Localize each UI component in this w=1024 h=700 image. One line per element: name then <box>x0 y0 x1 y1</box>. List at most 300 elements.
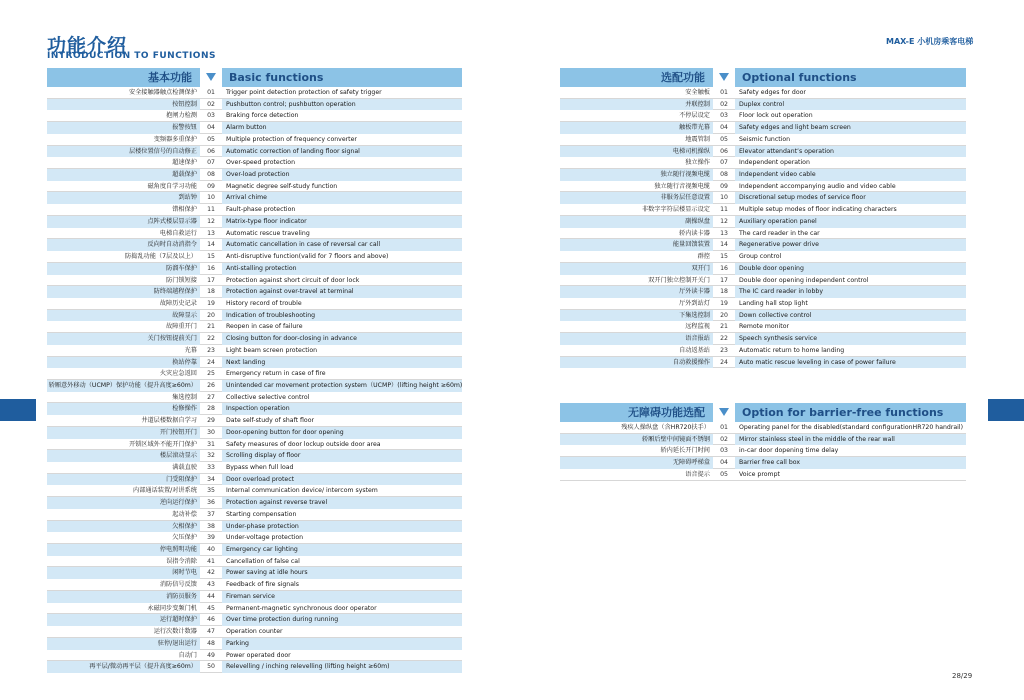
function-number: 21 <box>207 323 215 331</box>
function-name-cn: 故障显示 <box>47 310 200 322</box>
function-name-cn: 起动补偿 <box>172 510 197 518</box>
function-number: 47 <box>207 628 215 636</box>
table-row <box>47 567 462 579</box>
function-name-cn: 非数字字符层楼显示设定 <box>641 206 710 214</box>
function-name-cn: 独立随行音视频电缆 <box>654 182 710 190</box>
function-name-cn: 楼层滚动显示 <box>47 450 200 462</box>
function-name-en: Collective selective control <box>226 393 310 401</box>
table-row <box>560 181 966 193</box>
function-name-cn: 安全接触器触点检测保护 <box>128 89 197 96</box>
function-name-cn: 并联控制 <box>560 99 713 111</box>
function-name-cn: 无障碍呼梯盒 <box>560 457 713 469</box>
function-name-cn: 防溜车保护 <box>47 263 200 275</box>
function-name-en: Discretional setup modes of service floor <box>735 192 966 204</box>
brand-label: MAX-E 小机房乘客电梯 <box>886 37 974 46</box>
table-row <box>47 310 462 322</box>
function-name-cn: 欠压保护 <box>172 534 197 542</box>
function-name-en: Protection against short circuit of door lock <box>226 276 360 284</box>
function-name-en: History record of trouble <box>226 299 302 307</box>
function-name-en: Over time protection during running <box>222 614 462 626</box>
table-row <box>47 497 462 509</box>
function-name-en: Under-voltage protection <box>226 534 304 542</box>
function-name-en: Group control <box>739 253 782 261</box>
function-name-cn: 消防信号反馈 <box>159 581 197 589</box>
function-name-en: Permanent-magnetic synchronous door operator <box>226 604 377 612</box>
function-name-cn: 集选控制 <box>172 393 197 401</box>
table-row <box>47 321 462 333</box>
function-number: 01 <box>720 424 728 431</box>
table-row <box>47 661 462 673</box>
function-name-cn: 地震管制 <box>685 135 710 143</box>
function-name-cn: 消防员服务 <box>47 591 200 603</box>
function-name-en: Emergency car lighting <box>222 544 462 556</box>
function-name-cn: 轿内延长开门时间 <box>660 447 710 455</box>
function-number: 38 <box>207 522 215 530</box>
function-number: 05 <box>207 135 215 143</box>
function-name-cn: 磁角度自学习功能 <box>147 182 197 190</box>
function-name-en: Multiple protection of frequency converter <box>226 135 357 143</box>
optional-header-en: Optional functions <box>735 68 966 87</box>
table-row <box>47 556 462 568</box>
function-name-en: Landing hall stop light <box>739 299 808 307</box>
function-number: 03 <box>720 447 728 455</box>
page-title-en: INTRODUCTION TO FUNCTIONS <box>47 51 216 61</box>
barrier-header-en: Option for barrier-free functions <box>735 403 966 422</box>
function-number: 22 <box>207 335 215 343</box>
table-row <box>47 603 462 615</box>
table-row <box>560 192 966 204</box>
function-number: 36 <box>207 499 215 507</box>
function-name-en: Braking force detection <box>226 112 299 120</box>
function-name-en: Power operated door <box>226 651 291 659</box>
table-row <box>560 169 966 181</box>
table-row <box>47 474 462 486</box>
table-row <box>47 99 462 111</box>
function-name-cn: 错相保护 <box>172 206 197 214</box>
function-name-en: Double door opening <box>735 263 966 275</box>
function-name-en: Down collective control <box>735 310 966 322</box>
function-name-cn: 语音提示 <box>685 470 710 478</box>
function-name-cn: 停电照明功能 <box>47 544 200 556</box>
function-name-cn: 反向时自动消指令 <box>47 239 200 251</box>
function-name-en: Closing button for door-closing in advance <box>222 333 462 345</box>
function-name-cn: 故障重开门 <box>166 323 197 331</box>
function-number: 18 <box>720 288 728 296</box>
function-name-cn: 防捣乱功能（7层及以上） <box>125 253 197 261</box>
function-name-cn: 变频器多重保护 <box>153 135 197 143</box>
function-name-en: Date self-study of shaft floor <box>226 417 315 425</box>
table-row <box>47 368 462 380</box>
table-row <box>560 445 966 457</box>
function-name-en: Over-load protection <box>222 169 462 181</box>
function-number: 23 <box>207 346 215 354</box>
function-name-cn: 报警按钮 <box>47 122 200 134</box>
function-name-en: Voice prompt <box>739 470 780 478</box>
function-name-en: Barrier free call box <box>735 457 966 469</box>
function-name-cn: 满载直驶 <box>172 464 197 471</box>
function-name-en: Safety edges and light beam screen <box>735 122 966 134</box>
function-number: 02 <box>720 435 728 443</box>
table-row <box>47 134 462 146</box>
table-row <box>47 462 462 474</box>
function-number: 07 <box>207 159 215 167</box>
function-number: 22 <box>720 335 728 343</box>
function-number: 02 <box>207 100 215 108</box>
table-row <box>47 169 462 181</box>
function-number: 42 <box>207 569 215 577</box>
table-row <box>47 579 462 591</box>
function-name-cn: 关门按钮提前关门 <box>47 333 200 345</box>
function-number: 41 <box>207 557 215 565</box>
table-row <box>47 286 462 298</box>
table-row <box>560 239 966 251</box>
table-row <box>47 427 462 439</box>
table-row <box>47 439 462 451</box>
function-name-cn: 欠相保护 <box>47 521 200 533</box>
function-number: 18 <box>207 288 215 296</box>
function-number: 17 <box>720 276 728 284</box>
function-name-cn: 非服务层任意设置 <box>560 192 713 204</box>
function-name-en: Scrolling display of floor <box>222 450 462 462</box>
table-row <box>47 333 462 345</box>
function-number: 06 <box>720 147 728 155</box>
table-row <box>560 87 966 99</box>
table-row <box>47 521 462 533</box>
table-row <box>47 181 462 193</box>
table-row <box>47 298 462 310</box>
page-number: 28/29 <box>952 672 973 680</box>
function-number: 24 <box>720 358 728 366</box>
table-row <box>560 457 966 469</box>
function-name-cn: 副操纵盘 <box>560 216 713 228</box>
function-number: 05 <box>720 470 728 478</box>
function-number: 31 <box>207 440 215 448</box>
function-number: 28 <box>207 405 215 413</box>
function-number: 21 <box>720 323 728 331</box>
function-name-cn: 驻停/退出运行 <box>47 638 200 650</box>
table-row <box>47 638 462 650</box>
function-name-cn: 安全触板 <box>685 89 710 96</box>
function-name-en: Unintended car movement protection system（UCMP）(lifting height ≥60m) <box>222 380 462 392</box>
function-number: 34 <box>207 475 215 483</box>
function-name-en: Fault-phase protection <box>226 206 296 214</box>
table-row <box>560 310 966 322</box>
function-name-cn: 光幕 <box>184 346 197 354</box>
table-row <box>47 380 462 392</box>
basic-header-en: Basic functions <box>222 68 462 87</box>
function-name-cn: 防门锁短接 <box>166 276 197 284</box>
function-number: 39 <box>207 534 215 542</box>
function-name-cn: 抱闸力检测 <box>166 112 197 120</box>
optional-table-header <box>560 68 966 87</box>
function-number: 23 <box>720 346 728 354</box>
function-name-en: Speech synthesis service <box>735 333 966 345</box>
function-name-cn: 逆向运行保护 <box>47 497 200 509</box>
table-row <box>560 216 966 228</box>
table-row <box>47 532 462 544</box>
table-row <box>47 485 462 497</box>
function-name-en: Independent video cable <box>735 169 966 181</box>
function-name-cn: 超速保护 <box>172 159 197 167</box>
table-row <box>560 286 966 298</box>
function-name-en: Regenerative power drive <box>735 239 966 251</box>
function-name-en: Matrix-type floor indicator <box>222 216 462 228</box>
function-name-cn: 门受阻保护 <box>47 474 200 486</box>
function-number: 05 <box>720 135 728 143</box>
function-name-cn: 火灾应急返回 <box>159 370 197 378</box>
function-number: 24 <box>207 358 215 366</box>
function-name-en: Over-speed protection <box>226 159 295 167</box>
function-number: 35 <box>207 487 215 495</box>
function-name-en: Feedback of fire signals <box>226 581 299 589</box>
function-number: 15 <box>720 253 728 261</box>
function-name-cn: 再平层/微动再平层（提升高度≥60m） <box>47 661 200 673</box>
function-name-en: Internal communication device/ intercom system <box>226 487 378 495</box>
function-name-cn: 轿厢后壁中间镜面不锈钢 <box>560 434 713 446</box>
function-name-en: Seismic function <box>739 135 791 143</box>
function-number: 04 <box>720 124 728 132</box>
function-name-en: Automatic correction of landing floor signal <box>222 146 462 158</box>
function-name-en: Alarm button <box>222 122 462 134</box>
function-name-en: Multiple setup modes of floor indicating characters <box>739 206 897 214</box>
barrier-header-cn: 无障碍功能选配 <box>560 403 713 422</box>
function-name-en: Mirror stainless steel in the middle of the rear wall <box>735 434 966 446</box>
function-name-cn: 防终端越程保护 <box>47 286 200 298</box>
function-name-en: Magnetic degree self-study function <box>226 182 338 190</box>
function-number: 16 <box>207 264 215 272</box>
function-number: 44 <box>207 592 215 600</box>
basic-functions-table <box>47 68 462 673</box>
function-name-en: in-car door dopening time delay <box>739 447 839 455</box>
table-row <box>47 275 462 287</box>
function-name-en: Reopen in case of failure <box>226 323 303 331</box>
function-name-en: Operating panel for the disabled(standard configurationHR720 handrail) <box>739 424 964 431</box>
function-number: 45 <box>207 604 215 612</box>
function-number: 03 <box>207 112 215 120</box>
basic-header-cn: 基本功能 <box>47 68 200 87</box>
function-name-en: The card reader in the car <box>739 229 820 237</box>
table-row <box>47 403 462 415</box>
function-name-en: Indication of troubleshooting <box>222 310 462 322</box>
function-number: 01 <box>720 89 728 96</box>
function-number: 13 <box>207 229 215 237</box>
function-name-en: Auxiliary operation panel <box>735 216 966 228</box>
function-name-cn: 触板带光幕 <box>560 122 713 134</box>
table-row <box>560 469 966 481</box>
function-number: 04 <box>720 459 728 467</box>
function-name-cn: 换站停靠 <box>47 357 200 369</box>
triangle-down-icon <box>206 73 216 81</box>
table-row <box>47 415 462 427</box>
function-name-en: Floor lock out operation <box>739 112 813 120</box>
table-row <box>560 122 966 134</box>
function-number: 12 <box>207 217 215 225</box>
table-row <box>47 87 462 99</box>
function-name-en: Anti-disruptive function(valid for 7 floors and above) <box>226 253 389 261</box>
function-name-cn: 不停层设定 <box>679 112 710 120</box>
triangle-down-icon <box>719 408 729 416</box>
function-name-en: Arrival chime <box>222 192 462 204</box>
optional-functions-table <box>560 68 966 368</box>
table-row <box>47 110 462 122</box>
table-row <box>560 434 966 446</box>
function-name-cn: 层楼位置信号的自动修正 <box>47 146 200 158</box>
function-number: 11 <box>207 206 215 214</box>
table-row <box>560 228 966 240</box>
function-name-cn: 厅外读卡器 <box>560 286 713 298</box>
function-number: 04 <box>207 124 215 132</box>
table-row <box>560 345 966 357</box>
function-name-cn: 点阵式楼层显示器 <box>47 216 200 228</box>
function-number: 15 <box>207 253 215 261</box>
function-name-cn: 双开门 <box>560 263 713 275</box>
function-name-en: Relevelling / inching relevelling (lifting height ≥60m) <box>222 661 462 673</box>
table-row <box>47 509 462 521</box>
function-number: 46 <box>207 616 215 624</box>
optional-header-cn: 选配功能 <box>560 68 713 87</box>
function-name-cn: 自动门 <box>178 651 197 659</box>
table-row <box>560 204 966 216</box>
table-row <box>560 251 966 263</box>
function-name-cn: 厅外到站灯 <box>679 299 710 307</box>
function-number: 02 <box>720 100 728 108</box>
function-name-en: Automatic return to home landing <box>739 346 845 354</box>
function-number: 26 <box>207 381 215 389</box>
function-number: 07 <box>720 159 728 167</box>
function-name-en: Bypass when full load <box>226 464 294 471</box>
function-name-cn: 运行次数计数器 <box>153 628 197 636</box>
left-side-tab <box>0 399 36 421</box>
function-name-cn: 双开门独立控制开关门 <box>648 276 710 284</box>
function-name-cn: 内部通话装置/对讲系统 <box>133 487 197 495</box>
function-number: 43 <box>207 581 215 589</box>
function-number: 01 <box>207 89 215 96</box>
function-number: 08 <box>207 171 215 179</box>
function-number: 30 <box>207 428 215 436</box>
function-number: 40 <box>207 546 215 554</box>
function-number: 03 <box>720 112 728 120</box>
table-row <box>47 392 462 404</box>
function-name-cn: 能量回馈装置 <box>560 239 713 251</box>
function-name-en: Inspection operation <box>222 403 462 415</box>
table-row <box>47 263 462 275</box>
table-row <box>47 192 462 204</box>
function-number: 10 <box>720 194 728 202</box>
function-name-cn: 开门按钮开门 <box>47 427 200 439</box>
function-number: 20 <box>207 311 215 319</box>
function-name-en: Pushbutton control; pushbutton operation <box>222 99 462 111</box>
function-name-cn: 自动返基站 <box>679 346 710 354</box>
function-number: 33 <box>207 464 215 471</box>
table-row <box>47 357 462 369</box>
function-number: 19 <box>207 299 215 307</box>
function-name-cn: 检修操作 <box>47 403 200 415</box>
function-name-cn: 运行超时保护 <box>47 614 200 626</box>
function-name-en: Automatic rescue traveling <box>226 229 310 237</box>
table-row <box>47 204 462 216</box>
page-title-cn: 功能介绍 <box>47 35 128 57</box>
right-side-tab <box>988 399 1024 421</box>
function-name-en: Safety edges for door <box>739 89 806 96</box>
function-name-cn: 井道层楼数据自学习 <box>141 417 197 425</box>
function-name-en: Safety measures of door lockup outside door area <box>226 440 381 448</box>
table-row <box>560 99 966 111</box>
function-name-cn: 永磁同步变频门机 <box>147 604 197 612</box>
function-number: 50 <box>207 663 215 671</box>
function-number: 12 <box>720 217 728 225</box>
table-row <box>560 110 966 122</box>
function-name-cn: 残疾人操纵盘（含HR720扶手） <box>621 424 710 431</box>
function-name-cn: 到站钟 <box>47 192 200 204</box>
table-row <box>47 251 462 263</box>
function-name-cn: 误指令消除 <box>166 557 197 565</box>
table-row <box>560 298 966 310</box>
function-name-cn: 远程监视 <box>685 323 710 331</box>
function-name-en: Emergency return in case of fire <box>226 370 326 378</box>
function-name-cn: 下集选控制 <box>560 310 713 322</box>
function-name-cn: 按钮控制 <box>47 99 200 111</box>
function-number: 09 <box>207 182 215 190</box>
table-row <box>560 333 966 345</box>
function-name-en: Trigger point detection protection of safety trigger <box>226 89 382 96</box>
table-row <box>47 228 462 240</box>
function-name-en: Auto matic rescue leveling in case of power failure <box>735 357 966 369</box>
function-number: 06 <box>207 147 215 155</box>
table-row <box>47 450 462 462</box>
function-name-cn: 群控 <box>697 253 710 261</box>
function-name-en: Operation counter <box>226 628 283 636</box>
function-name-cn: 语音报站 <box>560 333 713 345</box>
function-number: 25 <box>207 370 215 378</box>
function-name-cn: 独立操作 <box>685 159 710 167</box>
function-number: 09 <box>720 182 728 190</box>
basic-table-header <box>47 68 462 87</box>
function-name-cn: 电梯司机操纵 <box>560 146 713 158</box>
table-row <box>47 216 462 228</box>
function-name-en: Protection against over-travel at terminal <box>222 286 462 298</box>
function-name-cn: 故障历史记录 <box>159 299 197 307</box>
function-name-en: Remote monitor <box>739 323 790 331</box>
function-name-en: Automatic cancellation in case of reversal car call <box>222 239 462 251</box>
triangle-down-icon <box>719 73 729 81</box>
function-name-en: Independent operation <box>739 159 810 167</box>
function-number: 29 <box>207 417 215 425</box>
table-row <box>47 544 462 556</box>
function-number: 14 <box>207 241 215 249</box>
function-name-en: Cancellation of false cal <box>226 557 300 565</box>
function-number: 20 <box>720 311 728 319</box>
function-name-en: Double door opening independent control <box>739 276 869 284</box>
table-row <box>47 650 462 662</box>
function-number: 08 <box>720 171 728 179</box>
function-name-en: Light beam screen protection <box>226 346 318 354</box>
function-name-en: Duplex control <box>735 99 966 111</box>
function-name-cn: 超载保护 <box>47 169 200 181</box>
function-name-en: The IC card reader in lobby <box>735 286 966 298</box>
table-row <box>47 146 462 158</box>
function-name-en: Independent accompanying audio and video cable <box>739 182 896 190</box>
function-name-en: Parking <box>222 638 462 650</box>
function-number: 49 <box>207 651 215 659</box>
table-row <box>47 591 462 603</box>
function-name-en: Next landing <box>222 357 462 369</box>
function-name-en: Power saving at idle hours <box>222 567 462 579</box>
function-number: 17 <box>207 276 215 284</box>
table-row <box>560 422 966 434</box>
function-name-en: Anti-stalling protection <box>222 263 462 275</box>
table-row <box>560 357 966 369</box>
function-number: 16 <box>720 264 728 272</box>
